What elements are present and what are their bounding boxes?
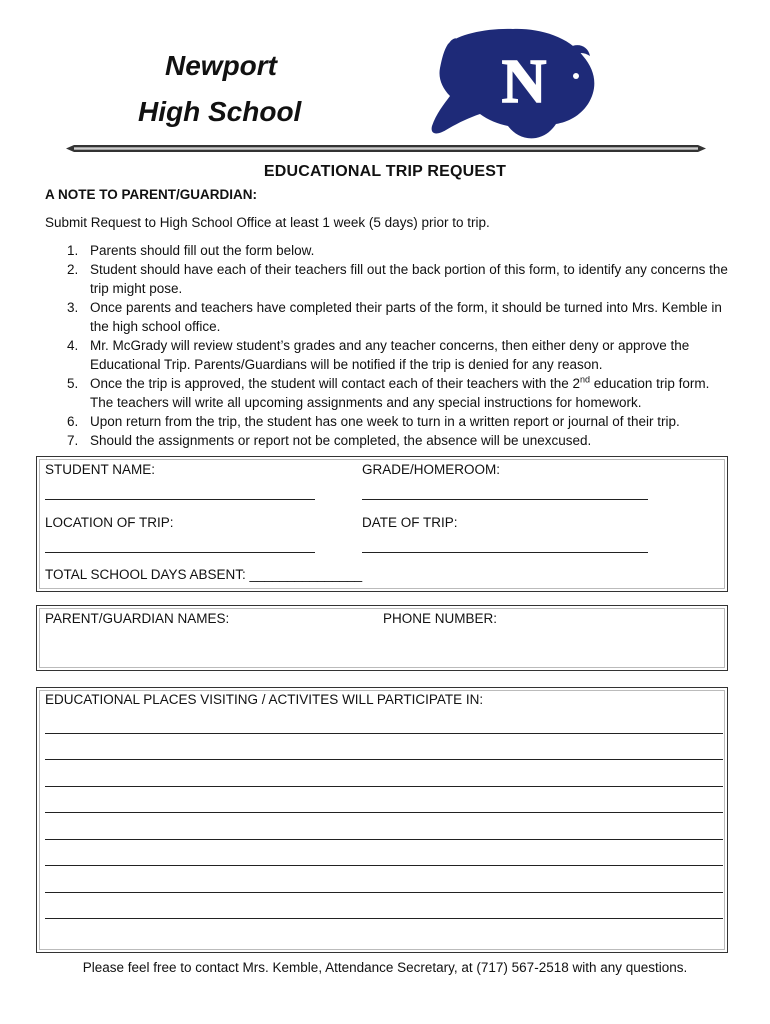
grade-homeroom-field[interactable] <box>362 499 648 500</box>
list-text: Once parents and teachers have completed their parts of the form, it should be turned into Mrs. Kemble in the high school office. <box>90 300 722 334</box>
places-line[interactable] <box>45 839 723 840</box>
list-item <box>45 336 735 374</box>
places-label: EDUCATIONAL PLACES VISITING / ACTIVITES WILL PARTICIPATE IN: <box>45 692 484 707</box>
list-number: 1. <box>67 243 79 258</box>
list-text: Once the trip is approved, the student will contact each of their teachers with the 2 <box>90 376 581 391</box>
days-absent-label[interactable]: TOTAL SCHOOL DAYS ABSENT: _______________ <box>45 567 363 582</box>
header-divider <box>66 145 706 152</box>
list-item <box>45 374 735 412</box>
school-name-line2: High School <box>138 96 302 127</box>
location-label: LOCATION OF TRIP: <box>45 515 174 530</box>
list-item <box>45 241 735 260</box>
date-field[interactable] <box>362 552 648 553</box>
ordinal-suffix: nd <box>580 374 591 385</box>
list-item <box>45 298 735 336</box>
phone-label: PHONE NUMBER: <box>383 611 498 626</box>
places-line[interactable] <box>45 865 723 866</box>
list-item <box>45 260 735 298</box>
list-text: Upon return from the trip, the student has one week to turn in a written report or journal of their trip. <box>90 414 680 429</box>
list-number: 4. <box>67 338 79 353</box>
student-name-label: STUDENT NAME: <box>45 462 156 477</box>
list-number: 2. <box>67 262 79 277</box>
school-name-line1: Newport <box>165 50 277 81</box>
grade-homeroom-label: GRADE/HOMEROOM: <box>362 462 501 477</box>
document-title: EDUCATIONAL TRIP REQUEST <box>263 163 507 180</box>
student-info-box <box>36 456 728 592</box>
parent-names-label: PARENT/GUARDIAN NAMES: <box>45 611 230 626</box>
places-line[interactable] <box>45 918 723 919</box>
list-number: 7. <box>67 433 79 448</box>
parent-info-box <box>36 605 728 671</box>
list-text: Parents should fill out the form below. <box>90 243 315 258</box>
logo-letter: N <box>501 48 547 116</box>
date-label: DATE OF TRIP: <box>362 515 458 530</box>
list-text: education trip form. The teachers will write all upcoming assignments and any special instructions for homework. <box>90 376 710 410</box>
student-name-field[interactable] <box>45 499 315 500</box>
instruction-list <box>45 241 735 450</box>
list-text: Should the assignments or report not be completed, the absence will be unexcused. <box>90 433 592 448</box>
list-text: Mr. McGrady will review student’s grades and any teacher concerns, then either deny or approve the Educational Trip. Parents/Guardians will be notified if the trip is denied for any reason. <box>90 338 690 372</box>
location-field[interactable] <box>45 552 315 553</box>
places-box <box>36 687 728 953</box>
places-line[interactable] <box>45 733 723 734</box>
list-number: 6. <box>67 414 79 429</box>
list-item <box>45 412 735 431</box>
footer-contact: Please feel free to contact Mrs. Kemble, Attendance Secretary, at (717) 567-2518 with any questions. <box>82 960 688 975</box>
places-line[interactable] <box>45 812 723 813</box>
note-heading: A NOTE TO PARENT/GUARDIAN: <box>45 187 257 202</box>
list-item <box>45 431 735 450</box>
places-line[interactable] <box>45 759 723 760</box>
list-number: 3. <box>67 300 79 315</box>
places-line[interactable] <box>45 892 723 893</box>
bison-mascot-icon <box>428 26 600 142</box>
list-number: 5. <box>67 376 79 391</box>
list-text: Student should have each of their teachers fill out the back portion of this form, to identify any concerns the trip might pose. <box>90 262 728 296</box>
places-line[interactable] <box>45 786 723 787</box>
intro-text: Submit Request to High School Office at least 1 week (5 days) prior to trip. <box>45 215 490 230</box>
